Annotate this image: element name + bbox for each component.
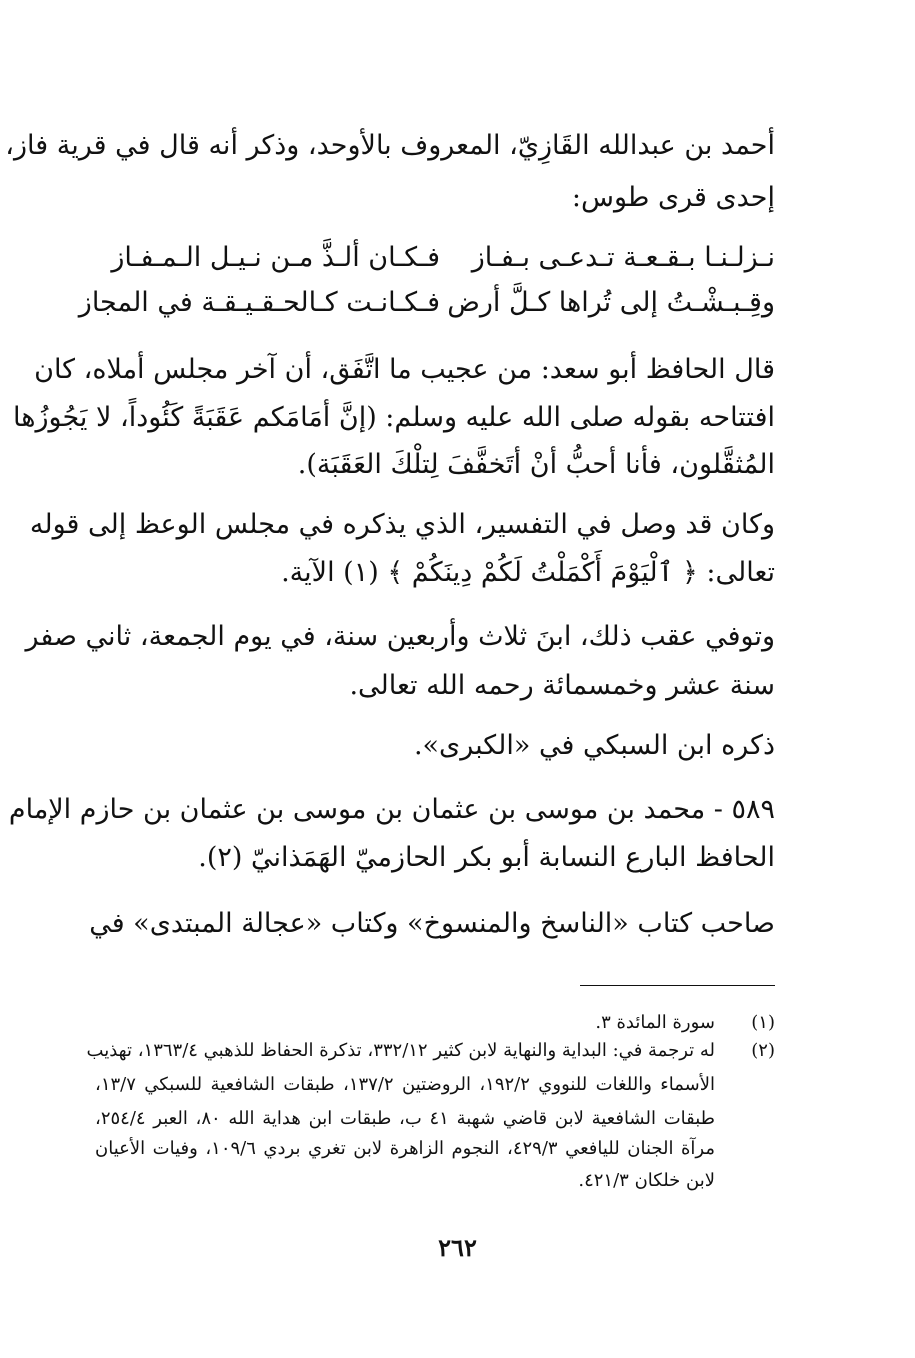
- entry-heading-line: الحافظ البارع النسابة أبو بكر الحازميّ الهَمَذانيّ (٢).: [198, 842, 775, 873]
- verse-hemistich: فـكـان ألـذَّ مـن نـيـل الـمـفـاز: [111, 242, 440, 273]
- text-line: أحمد بن عبدالله القَازِيّ، المعروف بالأوحد، وذكر أنه قال في قرية فاز،: [5, 130, 775, 161]
- footnote-text: لابن خلكان ٤٢١/٣.: [578, 1170, 715, 1191]
- text-line: قال الحافظ أبو سعد: من عجيب ما اتَّفَق، أن آخر مجلس أملاه، كان: [34, 354, 775, 385]
- text-line: سنة عشر وخمسمائة رحمه الله تعالى.: [349, 670, 775, 701]
- text-line: إحدى قرى طوس:: [571, 182, 775, 213]
- footnote-separator: [580, 985, 775, 986]
- text-line: وكان قد وصل في التفسير، الذي يذكره في مجلس الوعظ إلى قوله: [29, 509, 775, 540]
- page-number: ٢٦٢: [438, 1233, 477, 1262]
- footnote-text: له ترجمة في: البداية والنهاية لابن كثير ٣٣٢/١٢، تذكرة الحفاظ للذهبي ١٣٦٣/٤، تهذيب: [86, 1040, 715, 1061]
- verse-hemistich: نـزلـنـا بـقـعـة تـدعـى بـفـاز: [471, 242, 775, 273]
- verse-hemistich: فـكـانـت كـالحـقـيـقـة في المجاز: [78, 287, 440, 318]
- footnote-text: طبقات الشافعية لابن قاضي شهبة ٤١ ب، طبقات ابن هداية الله ٨٠، العبر ٢٥٤/٤،: [95, 1108, 715, 1129]
- footnote-text: الأسماء واللغات للنووي ١٩٢/٢، الروضتين ١٣٧/٢، طبقات الشافعية للسبكي ١٣/٧،: [95, 1074, 715, 1095]
- text-line: وتوفي عقب ذلك، ابنَ ثلاث وأربعين سنة، في يوم الجمعة، ثاني صفر: [25, 621, 775, 652]
- footnote-text: سورة المائدة ٣.: [595, 1012, 715, 1033]
- verse-hemistich: وقِـبـشْـتُ إلى تُراها كـلَّ أرض: [447, 287, 775, 318]
- text-line: المُثقَّلون، فأنا أحبُّ أنْ أتَخفَّفَ لِتلْكَ العَقَبَة).: [297, 449, 775, 480]
- footnote-number: (٢): [751, 1040, 775, 1061]
- footnote-text: مرآة الجنان لليافعي ٤٢٩/٣، النجوم الزاهرة لابن تغري بردي ١٠٩/٦، وفيات الأعيان: [95, 1138, 716, 1159]
- text-line: صاحب كتاب «الناسخ والمنسوخ» وكتاب «عجالة المبتدى» في: [89, 908, 775, 939]
- text-line: تعالى: ﴿ ٱلْيَوْمَ أَكْمَلْتُ لَكُمْ دِينَكُمْ ﴾ (١) الآية.: [281, 557, 775, 588]
- entry-heading-line: ٥٨٩ - محمد بن موسى بن عثمان بن موسى بن عثمان بن حازم الإمام: [8, 794, 775, 825]
- footnote-number: (١): [751, 1012, 775, 1033]
- text-line: افتتاحه بقوله صلى الله عليه وسلم: (إنَّ أمَامَكم عَقَبَةً كَئُوداً، لا يَجُوزُها: [13, 402, 775, 433]
- text-line: ذكره ابن السبكي في «الكبرى».: [413, 730, 775, 761]
